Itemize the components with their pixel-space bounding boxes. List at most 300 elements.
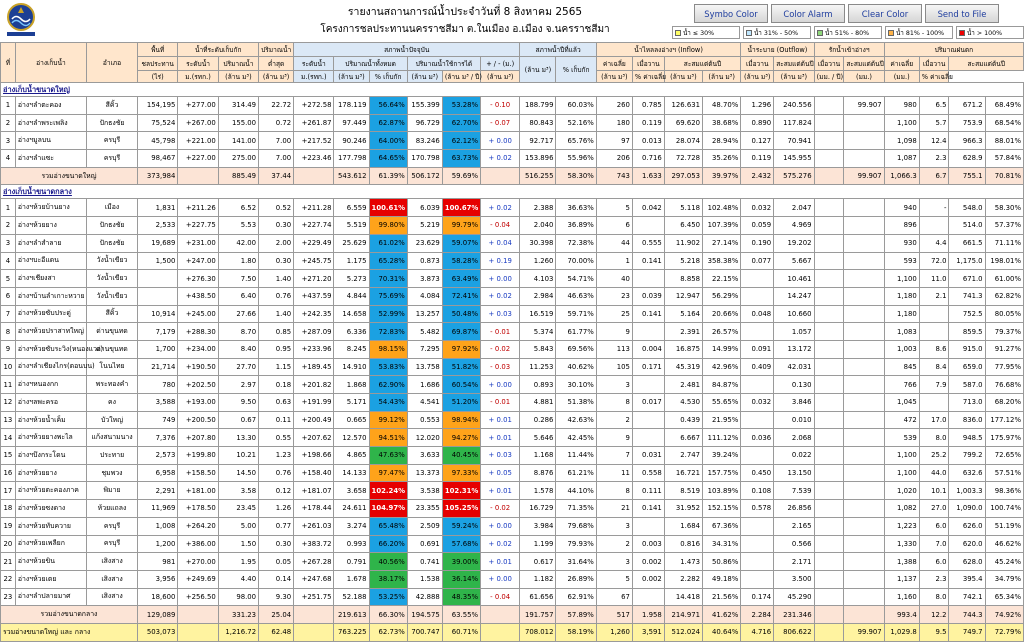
cell-min: 0.76	[259, 464, 294, 482]
cell-pct: 53.83%	[369, 358, 407, 376]
cell-upct: 99.79%	[442, 217, 480, 235]
cell-min: 22.72	[259, 97, 294, 115]
cell-curlvl: +272.58	[294, 97, 334, 115]
cell-lvl: +181.00	[178, 482, 218, 500]
cell-inavg: 11	[596, 464, 632, 482]
cell-rcum: 626.0	[949, 517, 985, 535]
cell-rpct: 46.62%	[985, 535, 1023, 553]
cell-cap: 10.21	[218, 447, 258, 465]
cell-upct: 63.55%	[442, 606, 480, 624]
cell-outy: 0.127	[741, 132, 774, 150]
cell-rcum: 632.6	[949, 464, 985, 482]
legend-swatch	[817, 30, 823, 36]
cell-pct: 40.56%	[369, 553, 407, 571]
cell-inpct: 39.97%	[703, 167, 741, 185]
table-row[interactable]	[1, 287, 1024, 305]
cell-area: 981	[138, 553, 178, 571]
cell-last: 4.881	[520, 394, 556, 412]
cell-pct: 98.15%	[369, 340, 407, 358]
cell-rcum: 915.0	[949, 340, 985, 358]
table-row[interactable]	[1, 217, 1024, 235]
cell-use: 0.873	[407, 252, 442, 270]
cell-pct: 97.47%	[369, 464, 407, 482]
district-name: ด่านขุนทด	[87, 323, 138, 341]
cell-use: 0.741	[407, 553, 442, 571]
cell-outcum: 13.172	[774, 340, 814, 358]
reservoir-name-link[interactable]: อ่างฯลำปลายมาศ	[15, 588, 86, 606]
table-row[interactable]	[1, 114, 1024, 132]
cell-pumpcum	[844, 217, 884, 235]
table-row[interactable]	[1, 132, 1024, 150]
cell-outy	[741, 535, 774, 553]
cell-upct: 51.82%	[442, 358, 480, 376]
cell-curlvl	[294, 167, 334, 185]
cell-pumpy	[814, 234, 844, 252]
cell-area: 2,533	[138, 217, 178, 235]
cell-upct: 63.73%	[442, 150, 480, 168]
cell-cap: 1,216.72	[218, 623, 258, 641]
cell-incum: 11.902	[664, 234, 702, 252]
cell-curlvl: +189.45	[294, 358, 334, 376]
cell-chg: - 0.03	[481, 358, 520, 376]
cell-lastpct: 42.45%	[556, 429, 596, 447]
cell-ravg: 1,137	[884, 570, 919, 588]
cell-iny: 1.958	[632, 606, 664, 624]
table-row[interactable]	[1, 411, 1024, 429]
cell-cap: 23.45	[218, 500, 258, 518]
cell-incum: 1.473	[664, 553, 702, 571]
cell-inavg: 25	[596, 305, 632, 323]
cell-last: 1.182	[520, 570, 556, 588]
header-cell: ปริมาณน้ำทั้งหมด	[334, 57, 407, 71]
cell-use: 13.373	[407, 464, 442, 482]
table-row[interactable]	[1, 517, 1024, 535]
table-row[interactable]	[1, 429, 1024, 447]
cell-rcum: 753.9	[949, 114, 985, 132]
cell-inpct: 157.75%	[703, 464, 741, 482]
cell-area: 45,798	[138, 132, 178, 150]
cell-inavg: 3	[596, 376, 632, 394]
cell-ravg: 1,066.3	[884, 167, 919, 185]
cell-use: 42.888	[407, 588, 442, 606]
cell-vol: 14.658	[334, 305, 369, 323]
cell-chg: + 0.00	[481, 570, 520, 588]
cell-rpct: 198.01%	[985, 252, 1023, 270]
cell-upct: 53.28%	[442, 97, 480, 115]
cell-outcum: 575.276	[774, 167, 814, 185]
cell-pumpy	[814, 167, 844, 185]
reservoir-name-link[interactable]: อ่างฯห้วยขิน	[15, 553, 86, 571]
header-cell: ค่าเฉลี่ย	[596, 57, 632, 71]
reservoir-name-link[interactable]: อ่างฯห้วยเพลียก	[15, 535, 86, 553]
cell-upct: 58.28%	[442, 252, 480, 270]
cell-rpct: 68.20%	[985, 394, 1023, 412]
cell-ravg: 1,020	[884, 482, 919, 500]
cell-pct: 38.17%	[369, 570, 407, 588]
cell-outy	[741, 411, 774, 429]
cell-ravg: 1,098	[884, 132, 919, 150]
cell-chg: - 0.01	[481, 323, 520, 341]
cell-rpct: 79.37%	[985, 323, 1023, 341]
cell-chg: + 0.02	[481, 287, 520, 305]
cell-curlvl: +227.74	[294, 217, 334, 235]
cell-area: 10,914	[138, 305, 178, 323]
reservoir-name-link[interactable]: อ่างฯบะอีแดน	[15, 252, 86, 270]
cell-iny: 0.141	[632, 500, 664, 518]
cell-outcum: 0.130	[774, 376, 814, 394]
cell-vol: 763.225	[334, 623, 369, 641]
cell-min: 0.95	[259, 340, 294, 358]
cell-area: 749	[138, 411, 178, 429]
cell-lvl: +199.80	[178, 447, 218, 465]
cell-chg: - 0.04	[481, 217, 520, 235]
header-cell: ชลประทาน	[138, 57, 178, 71]
table-row[interactable]	[1, 394, 1024, 412]
legend-item	[814, 26, 882, 39]
row-number: 20	[1, 535, 16, 553]
cell-pct: 66.30%	[369, 606, 407, 624]
reservoir-name-link[interactable]: อ่างฯบึงกระโดน	[15, 447, 86, 465]
cell-outy	[741, 553, 774, 571]
cell-area: 1,500	[138, 252, 178, 270]
cell-outy: 1.296	[741, 97, 774, 115]
cell-upct: 97.33%	[442, 464, 480, 482]
cell-use: 170.798	[407, 150, 442, 168]
header-cell: (ล้าน ม³ / ปี)	[442, 71, 480, 83]
cell-vol: 14.133	[334, 464, 369, 482]
cell-inpct: 152.15%	[703, 500, 741, 518]
table-row[interactable]	[1, 588, 1024, 606]
cell-rcum: 659.0	[949, 358, 985, 376]
cell-curlvl: +233.96	[294, 340, 334, 358]
reservoir-name-link[interactable]: อ่างฯลำเชียงไกร(ตอนบน)	[15, 358, 86, 376]
cell-lastpct: 46.63%	[556, 287, 596, 305]
row-number: 2	[1, 114, 16, 132]
cell-incum: 8.858	[664, 270, 702, 288]
cell-last: 30.398	[520, 234, 556, 252]
header-cell: % เก็บกัก	[369, 71, 407, 83]
cell-outcum: 4.969	[774, 217, 814, 235]
cell-ravg: 1,045	[884, 394, 919, 412]
reservoir-name-link[interactable]: อ่างฯห้วยเตย	[15, 570, 86, 588]
cell-last: 92.717	[520, 132, 556, 150]
cell-lastpct: 54.71%	[556, 270, 596, 288]
row-number: 2	[1, 217, 16, 235]
cell-pct: 64.65%	[369, 150, 407, 168]
cell-cap: 14.50	[218, 464, 258, 482]
row-number: 1	[1, 97, 16, 115]
cell-cap: 1.80	[218, 252, 258, 270]
cell-pumpy	[814, 305, 844, 323]
cell-ravg: 930	[884, 234, 919, 252]
cell-rpct: 72.65%	[985, 447, 1023, 465]
cell-ry: 4.4	[919, 234, 949, 252]
reservoir-name-link[interactable]: อ่างฯห้วยยาง	[15, 464, 86, 482]
table-row[interactable]	[1, 305, 1024, 323]
table-row[interactable]	[1, 340, 1024, 358]
cell-min: 0.55	[259, 429, 294, 447]
reservoir-name-link[interactable]: อ่างฯลำสำลาย	[15, 234, 86, 252]
cell-inpct: 39.24%	[703, 447, 741, 465]
cell-lastpct: 61.77%	[556, 323, 596, 341]
group-title[interactable]: อ่างเก็บน้ำขนาดใหญ่	[1, 83, 1024, 97]
reservoir-name-link[interactable]: อ่างฯห้วยซับประดู่	[15, 305, 86, 323]
cell-last: 5.646	[520, 429, 556, 447]
cell-min: 2.00	[259, 234, 294, 252]
cell-rcum: 587.0	[949, 376, 985, 394]
district-name: เมือง	[87, 199, 138, 217]
cell-upct: 39.00%	[442, 553, 480, 571]
cell-area: 780	[138, 376, 178, 394]
reservoir-name-link[interactable]: อ่างฯเชียงสา	[15, 270, 86, 288]
cell-incum: 16.875	[664, 340, 702, 358]
cell-curlvl: +223.46	[294, 150, 334, 168]
cell-inavg: 97	[596, 132, 632, 150]
cell-inpct: 55.65%	[703, 394, 741, 412]
table-row[interactable]	[1, 464, 1024, 482]
cell-pumpcum	[844, 429, 884, 447]
cell-rcum: 620.0	[949, 535, 985, 553]
cell-inavg: 517	[596, 606, 632, 624]
district-name: วังน้ำเขียว	[87, 252, 138, 270]
cell-incum: 28.074	[664, 132, 702, 150]
table-row[interactable]	[1, 358, 1024, 376]
cell-upct: 36.14%	[442, 570, 480, 588]
cell-lastpct: 60.03%	[556, 97, 596, 115]
reservoir-name-link[interactable]: อ่างฯห้วยยาง	[15, 217, 86, 235]
cell-rpct: 68.54%	[985, 114, 1023, 132]
row-number: 5	[1, 270, 16, 288]
table-row[interactable]	[1, 376, 1024, 394]
table-row[interactable]	[1, 270, 1024, 288]
district-name: เสิงสาง	[87, 588, 138, 606]
cell-rcum: 859.5	[949, 323, 985, 341]
cell-lvl: +245.00	[178, 305, 218, 323]
table-row[interactable]	[1, 234, 1024, 252]
cell-area: 3,588	[138, 394, 178, 412]
cell-incum: 512.024	[664, 623, 702, 641]
clear-color-button[interactable]: Clear Color	[848, 4, 922, 23]
send-to-file-button[interactable]: Send to File	[925, 4, 999, 23]
cell-cap: 1.50	[218, 535, 258, 553]
cell-iny: 0.558	[632, 464, 664, 482]
cell-rpct: 61.00%	[985, 270, 1023, 288]
symbo-color-button[interactable]: Symbo Color	[694, 4, 768, 23]
reservoir-name-link[interactable]: อ่างฯห้วยตะคองภาค	[15, 482, 86, 500]
cell-ravg: 1,029.8	[884, 623, 919, 641]
cell-area: 21,714	[138, 358, 178, 376]
cell-chg	[481, 623, 520, 641]
cell-ry: 2.3	[919, 570, 949, 588]
cell-pumpcum	[844, 606, 884, 624]
cell-last: 5.374	[520, 323, 556, 341]
reservoir-name-link[interactable]: อ่างฯห้วยยางพะไล	[15, 429, 86, 447]
reservoir-name-link[interactable]: อ่างฯลำพระเพลิง	[15, 114, 86, 132]
cell-ravg: 1,100	[884, 114, 919, 132]
cell-inpct: 21.95%	[703, 411, 741, 429]
cell-curlvl: +247.68	[294, 570, 334, 588]
cell-use: 23.355	[407, 500, 442, 518]
legend-label: น้ำ ≤ 30%	[683, 29, 715, 37]
cell-pumpy	[814, 287, 844, 305]
color-alarm-button[interactable]: Color Alarm	[771, 4, 845, 23]
cell-outy: 0.174	[741, 588, 774, 606]
cell-inpct: 35.26%	[703, 150, 741, 168]
cell-lvl: +234.00	[178, 340, 218, 358]
cell-outy: 0.032	[741, 394, 774, 412]
cell-outcum: 3.500	[774, 570, 814, 588]
cell-vol: 5.273	[334, 270, 369, 288]
table-row[interactable]	[1, 252, 1024, 270]
cell-pumpcum: 99.907	[844, 97, 884, 115]
cell-outcum: 3.846	[774, 394, 814, 412]
cell-curlvl	[294, 606, 334, 624]
cell-pumpcum	[844, 199, 884, 217]
cell-lvl: +276.30	[178, 270, 218, 288]
cell-pumpcum	[844, 517, 884, 535]
cell-lvl: +231.00	[178, 234, 218, 252]
cell-lvl: +264.20	[178, 517, 218, 535]
table-row[interactable]	[1, 482, 1024, 500]
reservoir-name-link[interactable]: อ่างฯห้วยทับควาย	[15, 517, 86, 535]
table-row[interactable]	[1, 553, 1024, 571]
cell-rpct: 34.79%	[985, 570, 1023, 588]
table-row[interactable]	[1, 447, 1024, 465]
cell-ravg: 766	[884, 376, 919, 394]
header-cell: % เก็บกัก	[556, 57, 596, 83]
header-cell: เมื่อวาน	[814, 57, 844, 71]
cell-outcum: 13.150	[774, 464, 814, 482]
header-cell: (มม.)	[884, 71, 919, 83]
cell-inavg: 6	[596, 217, 632, 235]
table-row[interactable]	[1, 500, 1024, 518]
cell-chg: + 0.02	[481, 535, 520, 553]
reservoir-name-link[interactable]: อ่างฯห้วยน้ำเค็ม	[15, 411, 86, 429]
legend-item	[672, 26, 740, 39]
reservoir-name-link[interactable]: อ่างฯห้วยปราสาทใหญ่	[15, 323, 86, 341]
cell-ry: 6.7	[919, 167, 949, 185]
cell-outy	[741, 517, 774, 535]
reservoir-name-link[interactable]: อ่างฯห้วยซับระวิง(หนองแวง)	[15, 340, 86, 358]
cell-lastpct: 26.89%	[556, 570, 596, 588]
cell-rpct: 98.36%	[985, 482, 1023, 500]
group-header-row	[1, 83, 1024, 97]
reservoir-name-link[interactable]: อ่างฯลพะครอ	[15, 394, 86, 412]
legend-item	[743, 26, 811, 39]
cell-inavg: 8	[596, 394, 632, 412]
district-name: ปักธงชัย	[87, 234, 138, 252]
cell-iny: 1.633	[632, 167, 664, 185]
cell-inavg: 2	[596, 535, 632, 553]
row-number: 18	[1, 500, 16, 518]
cell-pumpy	[814, 114, 844, 132]
cell-rpct: 76.68%	[985, 376, 1023, 394]
cell-incum: 31.952	[664, 500, 702, 518]
cell-cap: 6.52	[218, 199, 258, 217]
cell-min: 37.44	[259, 167, 294, 185]
cell-vol: 0.993	[334, 535, 369, 553]
cell-iny	[632, 217, 664, 235]
cell-lvl	[178, 623, 218, 641]
cell-outcum: 2.165	[774, 517, 814, 535]
cell-pumpy	[814, 270, 844, 288]
table-row[interactable]	[1, 323, 1024, 341]
reservoir-name-link[interactable]: อ่างฯห้วยซงดาง	[15, 500, 86, 518]
cell-area: 6,958	[138, 464, 178, 482]
cell-inavg: 206	[596, 150, 632, 168]
cell-use: 5.482	[407, 323, 442, 341]
reservoir-name-link[interactable]: อ่างฯลำแซะ	[15, 150, 86, 168]
table-row[interactable]	[1, 570, 1024, 588]
cell-last: 5.843	[520, 340, 556, 358]
cell-vol: 97.449	[334, 114, 369, 132]
cell-inpct: 40.64%	[703, 623, 741, 641]
cell-rpct: 177.12%	[985, 411, 1023, 429]
header-cell: อ่างเก็บน้ำ	[15, 43, 86, 83]
cell-area: 1,700	[138, 340, 178, 358]
cell-ravg: 1,160	[884, 588, 919, 606]
cell-incum: 72.728	[664, 150, 702, 168]
reservoir-name-link[interactable]: อ่างฯมูลบน	[15, 132, 86, 150]
cell-iny: 0.039	[632, 287, 664, 305]
reservoir-name-link[interactable]: อ่างฯห้วยบ้านยาง	[15, 199, 86, 217]
cell-ry: 12.4	[919, 132, 949, 150]
cell-inpct: 358.38%	[703, 252, 741, 270]
cell-area: 503,073	[138, 623, 178, 641]
table-row[interactable]	[1, 97, 1024, 115]
cell-vol: 8.245	[334, 340, 369, 358]
cell-curlvl: +178.44	[294, 500, 334, 518]
group-title[interactable]: อ่างเก็บน้ำขนาดกลาง	[1, 185, 1024, 199]
cell-ry: 7.9	[919, 376, 949, 394]
header-cell: ต่ำสุด	[259, 57, 294, 71]
header-cell: ปริมาณฝนตก	[884, 43, 1023, 57]
cell-lastpct: 58.19%	[556, 623, 596, 641]
district-name: โนนไทย	[87, 358, 138, 376]
cell-rcum: 752.5	[949, 305, 985, 323]
cell-use: 3.873	[407, 270, 442, 288]
cell-vol: 1.868	[334, 376, 369, 394]
cell-cap: 1.95	[218, 553, 258, 571]
cell-area: 75,524	[138, 114, 178, 132]
cell-curlvl: +437.59	[294, 287, 334, 305]
reservoir-name-link[interactable]: อ่างฯหนองกก	[15, 376, 86, 394]
table-row[interactable]	[1, 199, 1024, 217]
table-row[interactable]	[1, 535, 1024, 553]
reservoir-name-link[interactable]: อ่างฯลำตะคอง	[15, 97, 86, 115]
cell-outy	[741, 447, 774, 465]
header-cell: สภาพน้ำปัจจุบัน	[294, 43, 520, 57]
cell-outy: 0.059	[741, 217, 774, 235]
cell-iny: 0.141	[632, 305, 664, 323]
reservoir-name-link[interactable]: อ่างฯบ้านลำเกาะหวาย	[15, 287, 86, 305]
cell-inpct: 27.14%	[703, 234, 741, 252]
cell-vol: 3.274	[334, 517, 369, 535]
cell-lastpct: 55.96%	[556, 150, 596, 168]
cell-ry: 8.4	[919, 358, 949, 376]
cell-outy: 0.032	[741, 199, 774, 217]
cell-use: 4.084	[407, 287, 442, 305]
cell-lvl: +178.50	[178, 500, 218, 518]
cell-chg: + 0.01	[481, 411, 520, 429]
table-row[interactable]	[1, 150, 1024, 168]
header-cell: % ค่าเฉลี่ย	[919, 71, 949, 83]
cell-inpct: 56.29%	[703, 287, 741, 305]
cell-pumpy	[814, 394, 844, 412]
cell-ravg: 1,388	[884, 553, 919, 571]
cell-rpct: 45.24%	[985, 553, 1023, 571]
cell-lastpct: 69.56%	[556, 340, 596, 358]
